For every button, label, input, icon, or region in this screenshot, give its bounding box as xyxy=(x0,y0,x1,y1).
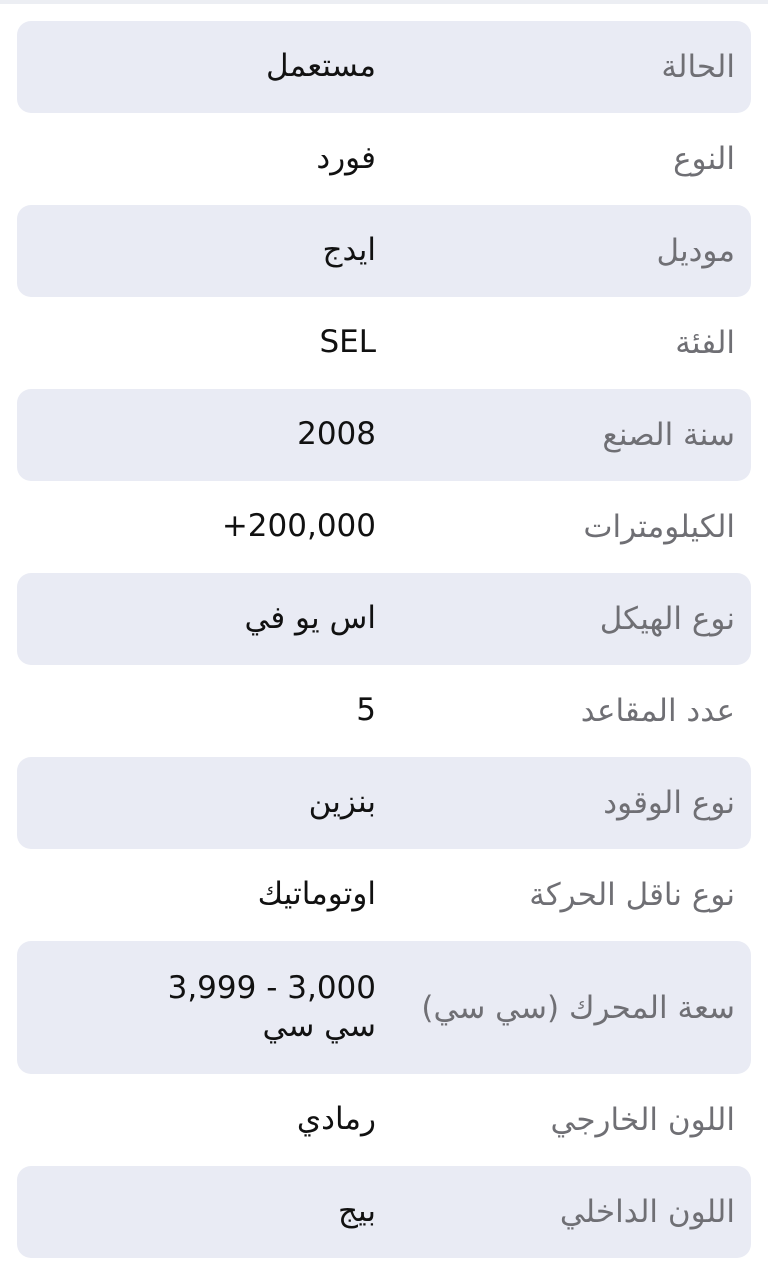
spec-value: بنزين xyxy=(308,784,376,821)
spec-value: 2008 xyxy=(297,416,376,453)
spec-row-engine-capacity xyxy=(17,941,751,1074)
spec-value: SEL xyxy=(319,324,376,361)
spec-label: سنة الصنع xyxy=(602,417,735,453)
spec-label: اللون الخارجي xyxy=(550,1102,735,1138)
spec-row-interior-color xyxy=(17,1166,751,1258)
spec-label: الفئة xyxy=(675,325,735,361)
spec-row-year xyxy=(17,389,751,481)
spec-row-model xyxy=(17,205,751,297)
spec-value: اس يو في xyxy=(244,600,376,637)
spec-label: نوع ناقل الحركة xyxy=(529,877,735,913)
spec-value: 5 xyxy=(356,692,376,729)
spec-value: فورد xyxy=(316,140,376,177)
spec-label: النوع xyxy=(673,141,735,177)
spec-value: بيج xyxy=(338,1193,376,1230)
spec-label: سعة المحرك (سي سي) xyxy=(421,989,735,1026)
spec-label: موديل xyxy=(656,233,735,269)
spec-row-exterior-color xyxy=(17,1074,751,1166)
car-specs-list xyxy=(0,4,768,1258)
spec-label: نوع الوقود xyxy=(603,785,735,821)
spec-row-transmission xyxy=(17,849,751,941)
spec-label: الكيلومترات xyxy=(583,509,735,545)
spec-value: +200,000 xyxy=(221,508,376,545)
spec-row-fuel-type xyxy=(17,757,751,849)
spec-row-seats xyxy=(17,665,751,757)
spec-row-body-type xyxy=(17,573,751,665)
spec-value: 3,000 - 3,999 سي سي xyxy=(167,970,376,1044)
spec-row-kilometers xyxy=(17,481,751,573)
spec-label: عدد المقاعد xyxy=(580,693,735,729)
spec-label: الحالة xyxy=(661,49,735,85)
spec-value: اوتوماتيك xyxy=(257,876,376,913)
spec-row-trim xyxy=(17,297,751,389)
spec-row-make xyxy=(17,113,751,205)
spec-value: ايدج xyxy=(322,232,376,269)
spec-label: نوع الهيكل xyxy=(599,601,735,637)
spec-row-condition xyxy=(17,21,751,113)
spec-value: مستعمل xyxy=(266,48,376,85)
spec-value: رمادي xyxy=(296,1101,376,1138)
spec-label: اللون الداخلي xyxy=(559,1194,735,1230)
